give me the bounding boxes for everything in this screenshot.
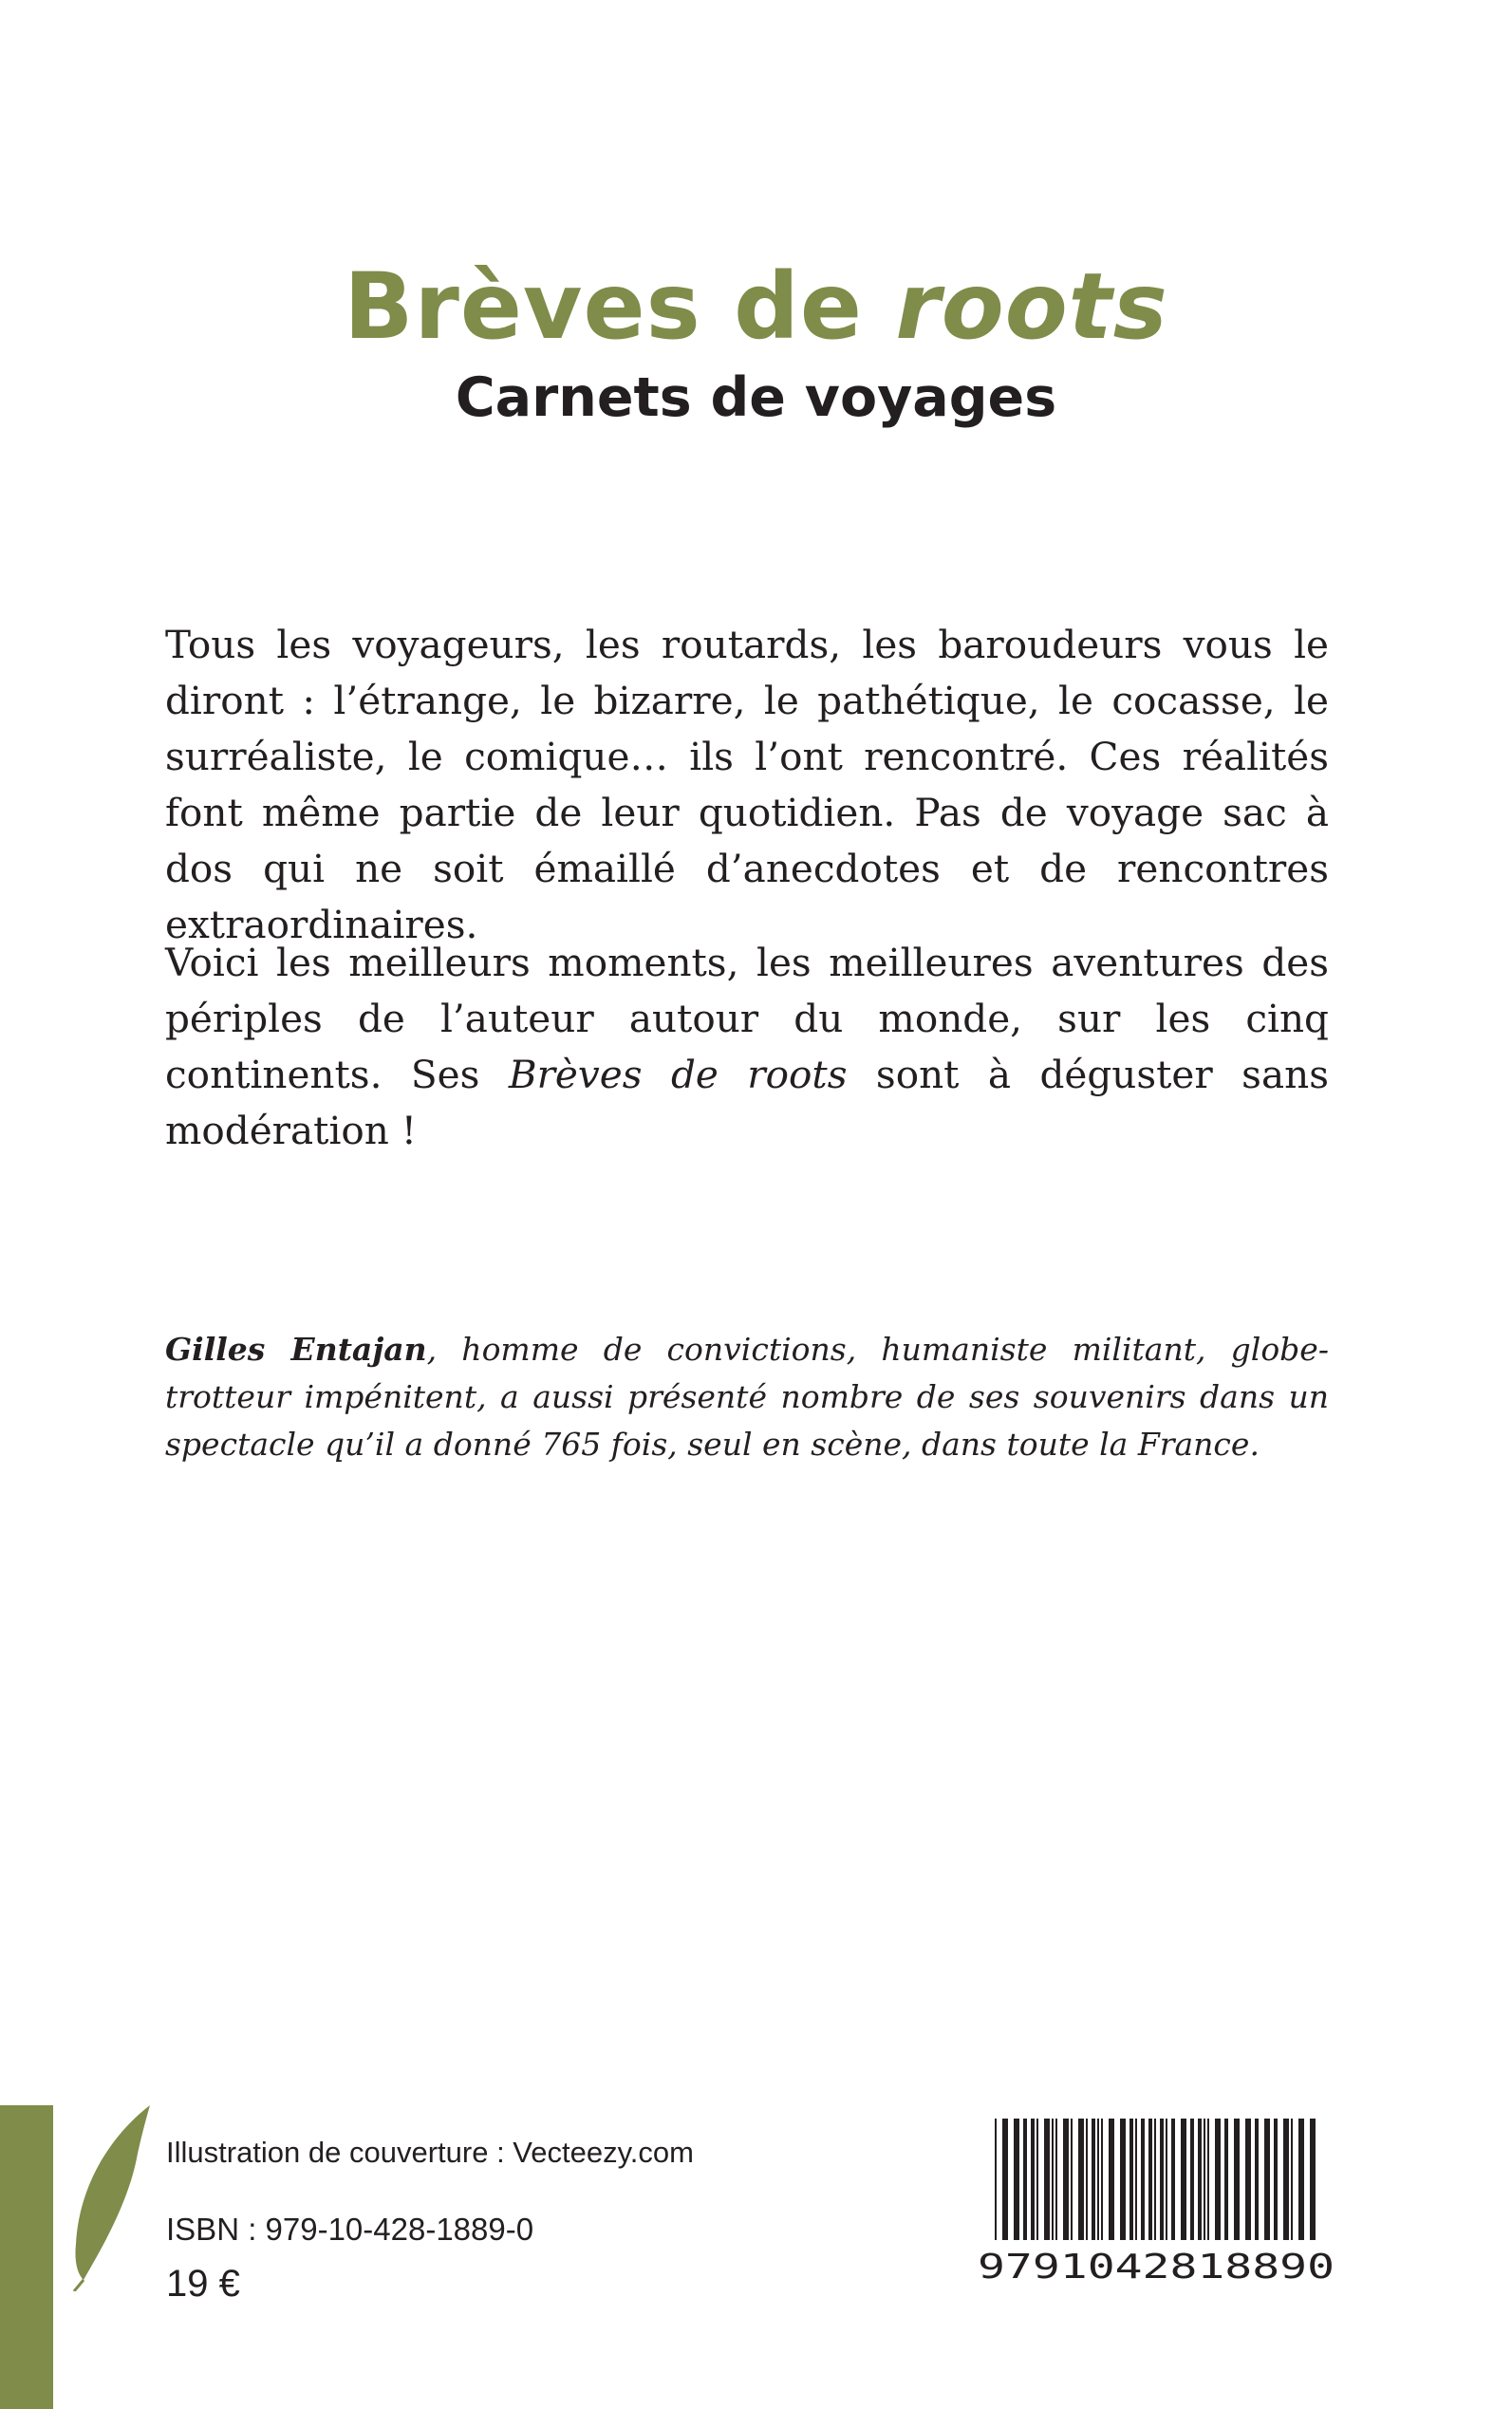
barcode-bar bbox=[1224, 2119, 1228, 2240]
author-bio-text: , homme de convictions, humaniste militant, globe-trotteur impénitent, a aussi présenté nombre de ses souvenirs dans un spectacle qu’il a donné 765 fois, seul en scène, dans toute la France. bbox=[165, 1331, 1329, 1463]
barcode-bar bbox=[1036, 2119, 1038, 2240]
barcode-bar bbox=[1129, 2119, 1133, 2240]
barcode-bar bbox=[1215, 2119, 1221, 2240]
book-title-main: Brèves de bbox=[344, 253, 896, 360]
barcode-bar bbox=[1166, 2119, 1167, 2240]
barcode-bar bbox=[1063, 2119, 1069, 2240]
barcode-bar bbox=[1055, 2119, 1057, 2240]
author-name: Gilles Entajan bbox=[165, 1331, 427, 1368]
barcode-bar bbox=[1141, 2119, 1145, 2240]
barcode-bar bbox=[1204, 2119, 1205, 2240]
barcode-bar bbox=[1109, 2119, 1114, 2240]
barcode-bar bbox=[1086, 2119, 1088, 2240]
barcode-bar bbox=[1234, 2119, 1240, 2240]
barcode-bar bbox=[1014, 2119, 1019, 2240]
barcode-bar bbox=[1148, 2119, 1152, 2240]
barcode-bar bbox=[1181, 2119, 1186, 2240]
barcode-bar bbox=[1291, 2119, 1293, 2240]
barcode-bar bbox=[1283, 2119, 1289, 2240]
barcode-bar bbox=[1101, 2119, 1103, 2240]
blurb-p2-text: Voici les meilleurs moments, les meilleures aventures des périples de l’auteur autour du monde, sur les cinq continents. Ses bbox=[165, 940, 1329, 1097]
barcode-bar bbox=[1190, 2119, 1194, 2240]
barcode-bar bbox=[1207, 2119, 1209, 2240]
barcode-bar bbox=[1135, 2119, 1137, 2240]
barcode-bar bbox=[1255, 2119, 1259, 2240]
blurb-p2-italic-title: Brèves de roots bbox=[508, 1052, 848, 1097]
barcode-bar bbox=[1198, 2119, 1202, 2240]
blurb-p2-text-end: sont à déguster sans modération ! bbox=[165, 1052, 1329, 1153]
author-bio bbox=[165, 1326, 1329, 1468]
book-title bbox=[0, 254, 1512, 359]
barcode-bar bbox=[1298, 2119, 1304, 2240]
barcode-bar bbox=[1031, 2119, 1035, 2240]
barcode-bar bbox=[1245, 2119, 1251, 2240]
barcode-digits: 9791042818890 bbox=[978, 2248, 1335, 2286]
barcode-bar bbox=[1092, 2119, 1095, 2240]
blurb-paragraph-2 bbox=[165, 935, 1329, 1159]
barcode-bar bbox=[1052, 2119, 1054, 2240]
feather-icon bbox=[70, 2101, 156, 2291]
book-title-italic: roots bbox=[895, 253, 1168, 360]
barcode-bars bbox=[995, 2119, 1316, 2240]
barcode-bar bbox=[1264, 2119, 1270, 2240]
barcode-bar bbox=[1071, 2119, 1073, 2240]
isbn: ISBN : 979-10-428-1889-0 bbox=[166, 2212, 534, 2247]
blurb-paragraph-1: Tous les voyageurs, les routards, les baroudeurs vous le diront : l’étrange, le bizarre, le pathétique, le cocasse, le surréaliste, le comique… ils l’ont rencontré. Ces réalités font même partie de leur quotidien. Pas de voyage sac à dos qui ne soit émaillé d’anecdotes et de rencontres extraordinaires. bbox=[165, 622, 1329, 947]
barcode-bar bbox=[1002, 2119, 1008, 2240]
barcode-bar bbox=[1171, 2119, 1175, 2240]
barcode-bar bbox=[1274, 2119, 1278, 2240]
barcode-bar bbox=[1160, 2119, 1164, 2240]
barcode-bar bbox=[1120, 2119, 1126, 2240]
barcode-bar bbox=[1154, 2119, 1156, 2240]
title-block bbox=[0, 254, 1512, 431]
barcode-bar bbox=[1078, 2119, 1084, 2240]
barcode-bar bbox=[1023, 2119, 1027, 2240]
book-subtitle: Carnets de voyages bbox=[455, 366, 1057, 429]
barcode bbox=[966, 2115, 1346, 2286]
barcode-bar bbox=[1044, 2119, 1050, 2240]
price: 19 € bbox=[166, 2263, 240, 2305]
barcode-bar bbox=[1097, 2119, 1099, 2240]
accent-sidebar bbox=[0, 2105, 53, 2409]
illustration-credit: Illustration de couverture : Vecteezy.com bbox=[166, 2136, 694, 2169]
barcode-bar bbox=[1310, 2119, 1316, 2240]
barcode-bar bbox=[995, 2119, 997, 2240]
